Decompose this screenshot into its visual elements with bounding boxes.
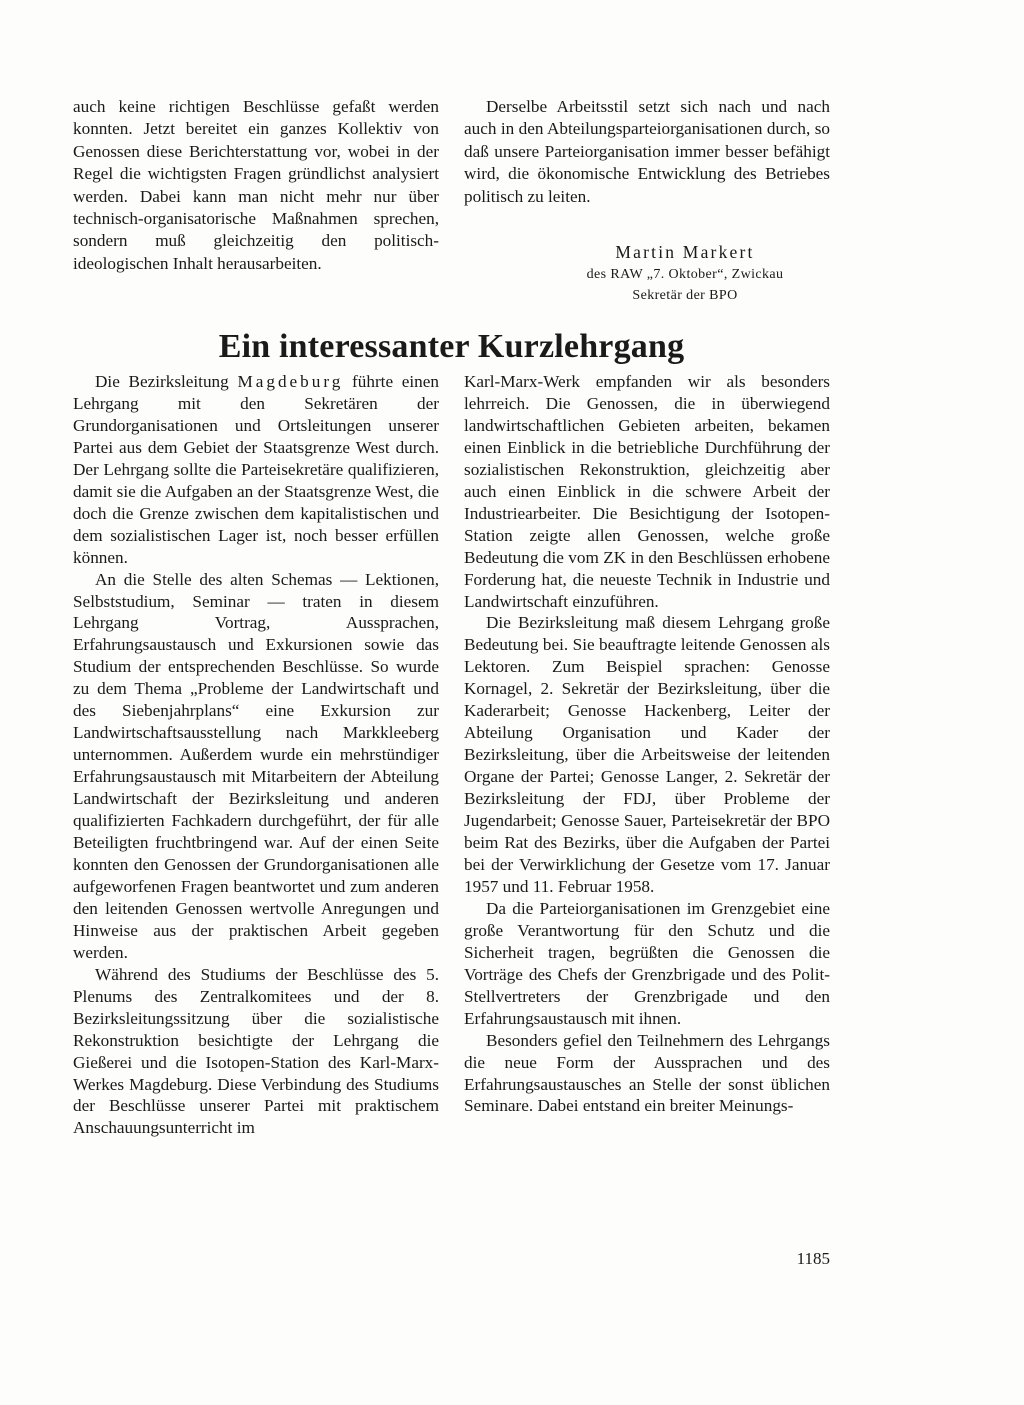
previous-article-paragraph: auch keine richtigen Beschlüsse gefaßt werden konnten. Jetzt bereitet ein ganzes Kollektiv von Genossen diese Berichterstattung vor, wobei in der Regel die wichtigsten Fragen gründlichst analysiert werden. Dabei kann man nicht mehr nur über technisch-organisatorische Maßnahmen sprechen, sondern muß gleichzeitig den politisch-ideologischen Inhalt herausarbeiten. bbox=[73, 97, 439, 273]
place-name: Magdeburg bbox=[237, 372, 344, 391]
article-paragraph: Karl-Marx-Werk empfanden wir als besonders lehrreich. Die Genossen, die in überwiegend landwirtschaftlichen Gebieten arbeiten, bekamen einen Einblick in die betriebliche Durchführung der sozialistischen Rekonstruktion, gleichzeitig aber auch einen Einblick in die schwere Arbeit der Industriearbeiter. Die Besichtigung der Isotopen-Station zeigte allen Genossen, welche große Bedeutung die vom ZK in den Beschlüssen erhobene Forderung hat, die neueste Technik in Industrie und Landwirtschaft einzuführen. bbox=[464, 372, 830, 611]
article-headline: Ein interessanter Kurzlehrgang bbox=[218, 328, 685, 365]
article-paragraph: Während des Studiums der Beschlüsse des 5. Plenums des Zentralkomitees und der 8. Bezirksleitungssitzung über die sozialistische Rekonstruktion besichtigte der Lehrgang die Gießerei und die Isotopen-Station des Karl-Marx-Werkes Magdeburg. Diese Verbindung des Studiums der Beschlüsse unserer Partei mit praktischem Anschauungsunterricht im bbox=[73, 964, 439, 1138]
paragraph-intro: Die Bezirksleitung bbox=[95, 372, 229, 391]
previous-article-right-column bbox=[464, 96, 830, 208]
page-number: 1185 bbox=[796, 1249, 830, 1268]
paragraph-text: führte einen Lehrgang mit den Sekretären der Grundorganisationen und Ortsleitungen unserer Partei aus dem Gebiet der Staatsgrenze West durch. Der Lehrgang sollte die Parteisekretäre qualifizieren, damit sie die Aufgaben an der Staatsgrenze West, die doch die Grenze zwischen dem kapitalistischen und dem sozialistischen Lager ist, noch besser erfüllen können. bbox=[73, 372, 439, 567]
article-left-column bbox=[73, 371, 439, 1139]
author-name: Martin Markert bbox=[615, 242, 755, 262]
article-paragraph: Da die Parteiorganisationen im Grenzgebiet eine große Verantwortung für den Schutz und die Sicherheit tragen, begrüßten die Genossen die Vorträge des Chefs der Grenzbrigade und des Polit-Stellvertreters der Grenzbrigade und den Erfahrungsaustausch mit ihnen. bbox=[464, 898, 830, 1028]
article-paragraph bbox=[73, 371, 439, 569]
author-signature bbox=[540, 240, 830, 306]
article-paragraph: An die Stelle des alten Schemas — Lektionen, Selbststudium, Seminar — traten in diesem Lehrgang Vortrag, Aussprachen, Erfahrungsaustausch und Exkursionen sowie das Studium der entsprechenden Beschlüsse. So wurde zu dem Thema „Probleme der Landwirtschaft und des Siebenjahrplans“ eine Exkursion zur Landwirtschaftsausstellung nach Markkleeberg unternommen. Außerdem wurde ein mehrstündiger Erfahrungsaustausch mit Mitarbeitern der Abteilung Landwirtschaft der Bezirksleitung und anderen qualifizierten Fachkadern durchgeführt, der für alle Beteiligten fruchtbringend war. Auf der einen Seite konnten den Genossen der Grundorganisationen alle aufgeworfenen Fragen beantwortet und zum anderen den leitenden Genossen wertvolle Anregungen und Hinweise aus der praktischen Arbeit gegeben werden. bbox=[73, 569, 439, 962]
article-right-column bbox=[464, 371, 830, 1117]
author-affiliation: des RAW „7. Oktober“, Zwickau bbox=[586, 267, 784, 282]
previous-article-paragraph: Derselbe Arbeitsstil setzt sich nach und nach auch in den Abteilungsparteiorganisationen durch, so daß unsere Parteiorganisation immer besser befähigt wird, die ökonomische Entwicklung des Betriebes politisch zu leiten. bbox=[464, 97, 830, 206]
previous-article-left-column bbox=[73, 96, 439, 275]
author-title: Sekretär der BPO bbox=[632, 288, 738, 303]
article-paragraph: Die Bezirksleitung maß diesem Lehrgang große Bedeutung bei. Sie beauftragte leitende Genossen als Lektoren. Zum Beispiel sprachen: Genosse Kornagel, 2. Sekretär der Bezirksleitung, über die Kaderarbeit; Genosse Hackenberg, Leiter der Abteilung Organisation und Kader der Bezirksleitung, über die Arbeitsweise der leitenden Organe der Partei; Genosse Langer, 2. Sekretär der Bezirksleitung der FDJ, über Probleme der Jugendarbeit; Genosse Sauer, Parteisekretär der BPO beim Rat des Bezirks, über die Aufgaben der Partei bei der Verwirklichung der Gesetze vom 17. Januar 1957 und 11. Februar 1958. bbox=[464, 613, 830, 896]
article-paragraph: Besonders gefiel den Teilnehmern des Lehrgangs die neue Form der Aussprachen und des Erfahrungsaustausches an Stelle der sonst üblichen Seminare. Dabei entstand ein breiter Meinungs- bbox=[464, 1030, 830, 1116]
